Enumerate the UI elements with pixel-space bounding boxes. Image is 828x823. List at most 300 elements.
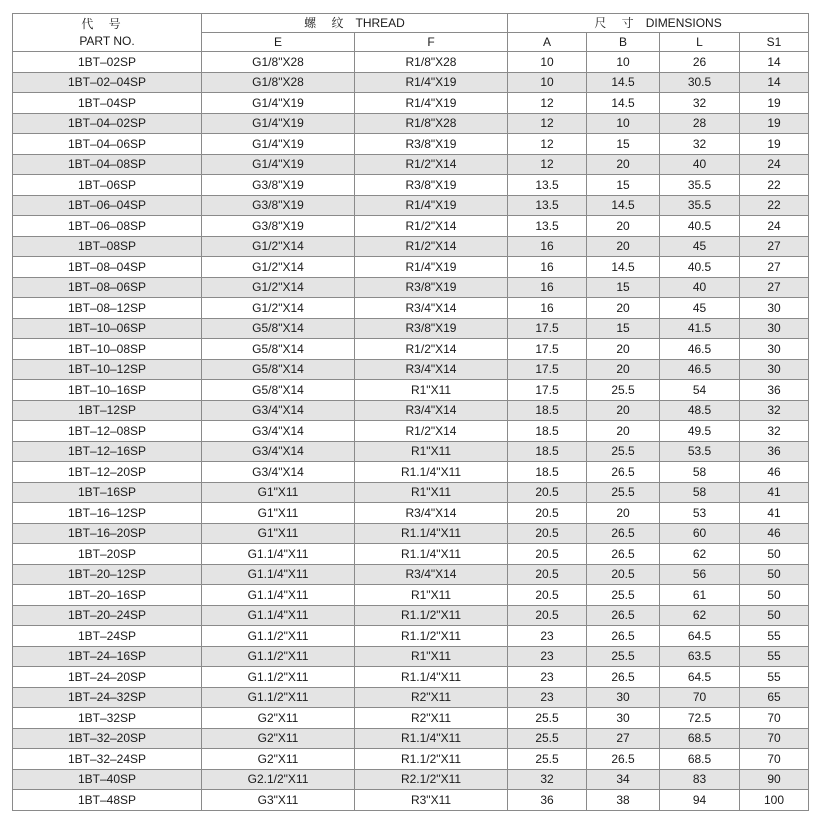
thread-f-cell: R1.1/2"X11 [355, 626, 508, 647]
part-no-cell: 1BT–06–04SP [13, 195, 202, 216]
dim-s1-cell: 90 [740, 769, 809, 790]
part-no-cell: 1BT–10–12SP [13, 359, 202, 380]
dimensions-header-en: DIMENSIONS [645, 16, 722, 30]
dim-b-cell: 14.5 [587, 257, 660, 278]
table-row [13, 462, 809, 483]
dim-a-cell: 12 [508, 154, 587, 175]
part-no-cell: 1BT–16–20SP [13, 523, 202, 544]
dim-l-cell: 45 [660, 298, 740, 319]
dim-a-cell: 20.5 [508, 503, 587, 524]
dim-b-cell: 10 [587, 52, 660, 73]
dim-l-cell: 64.5 [660, 667, 740, 688]
dimensions-table [12, 13, 809, 811]
dim-s1-cell: 19 [740, 113, 809, 134]
part-no-cell: 1BT–24–16SP [13, 646, 202, 667]
part-no-cell: 1BT–12–20SP [13, 462, 202, 483]
dim-a-cell: 13.5 [508, 216, 587, 237]
dim-s1-cell: 27 [740, 236, 809, 257]
col-header-l: L [660, 33, 740, 52]
dim-l-cell: 72.5 [660, 708, 740, 729]
dim-a-cell: 18.5 [508, 462, 587, 483]
thread-e-cell: G1.1/2"X11 [202, 626, 355, 647]
dim-a-cell: 23 [508, 687, 587, 708]
table-row [13, 175, 809, 196]
dim-a-cell: 23 [508, 646, 587, 667]
table-row [13, 790, 809, 811]
thread-f-cell: R1/4"X19 [355, 195, 508, 216]
thread-f-cell: R3/8"X19 [355, 134, 508, 155]
part-no-cell: 1BT–20SP [13, 544, 202, 565]
part-no-header [13, 14, 202, 52]
part-no-cell: 1BT–06–08SP [13, 216, 202, 237]
dim-s1-cell: 36 [740, 441, 809, 462]
table-row [13, 257, 809, 278]
thread-f-cell: R1/2"X14 [355, 154, 508, 175]
table-row [13, 749, 809, 770]
table-row [13, 523, 809, 544]
table-row [13, 441, 809, 462]
table-row [13, 134, 809, 155]
dim-b-cell: 26.5 [587, 667, 660, 688]
part-no-cell: 1BT–16–12SP [13, 503, 202, 524]
dim-l-cell: 61 [660, 585, 740, 606]
dim-l-cell: 83 [660, 769, 740, 790]
dim-a-cell: 25.5 [508, 749, 587, 770]
dim-a-cell: 23 [508, 626, 587, 647]
dim-a-cell: 18.5 [508, 421, 587, 442]
thread-header-cn: 螺 纹 [304, 16, 350, 30]
dim-a-cell: 16 [508, 236, 587, 257]
thread-f-cell: R1.1/2"X11 [355, 749, 508, 770]
col-header-b: B [587, 33, 660, 52]
thread-f-cell: R3/4"X14 [355, 359, 508, 380]
dim-a-cell: 20.5 [508, 585, 587, 606]
part-no-cell: 1BT–24SP [13, 626, 202, 647]
dim-a-cell: 17.5 [508, 339, 587, 360]
dim-s1-cell: 36 [740, 380, 809, 401]
part-no-cell: 1BT–12SP [13, 400, 202, 421]
dim-l-cell: 26 [660, 52, 740, 73]
dim-s1-cell: 27 [740, 277, 809, 298]
table-row [13, 277, 809, 298]
part-no-cell: 1BT–48SP [13, 790, 202, 811]
thread-f-cell: R3"X11 [355, 790, 508, 811]
dim-s1-cell: 32 [740, 421, 809, 442]
thread-f-cell: R1"X11 [355, 585, 508, 606]
dim-a-cell: 20.5 [508, 482, 587, 503]
dim-s1-cell: 19 [740, 134, 809, 155]
dim-s1-cell: 27 [740, 257, 809, 278]
thread-f-cell: R1/4"X19 [355, 93, 508, 114]
thread-f-cell: R1.1/4"X11 [355, 667, 508, 688]
part-no-cell: 1BT–04–02SP [13, 113, 202, 134]
part-no-cell: 1BT–32–24SP [13, 749, 202, 770]
dim-a-cell: 12 [508, 113, 587, 134]
dim-b-cell: 14.5 [587, 93, 660, 114]
dim-b-cell: 20.5 [587, 564, 660, 585]
dim-l-cell: 35.5 [660, 195, 740, 216]
table-row [13, 380, 809, 401]
dim-a-cell: 16 [508, 257, 587, 278]
thread-f-cell: R1/4"X19 [355, 257, 508, 278]
dim-l-cell: 48.5 [660, 400, 740, 421]
dim-a-cell: 18.5 [508, 441, 587, 462]
dim-s1-cell: 14 [740, 52, 809, 73]
dim-s1-cell: 30 [740, 359, 809, 380]
dim-s1-cell: 70 [740, 708, 809, 729]
dim-l-cell: 58 [660, 482, 740, 503]
dim-b-cell: 25.5 [587, 380, 660, 401]
dim-s1-cell: 55 [740, 646, 809, 667]
thread-e-cell: G3/4"X14 [202, 400, 355, 421]
thread-e-cell: G1/4"X19 [202, 154, 355, 175]
thread-f-cell: R1.1/4"X11 [355, 544, 508, 565]
dim-l-cell: 40 [660, 154, 740, 175]
dim-l-cell: 53.5 [660, 441, 740, 462]
part-no-cell: 1BT–02SP [13, 52, 202, 73]
dim-l-cell: 46.5 [660, 359, 740, 380]
part-no-header-cn: 代 号 [81, 16, 127, 31]
dim-a-cell: 17.5 [508, 318, 587, 339]
dim-s1-cell: 50 [740, 605, 809, 626]
thread-e-cell: G2.1/2"X11 [202, 769, 355, 790]
table-row [13, 605, 809, 626]
dim-s1-cell: 50 [740, 544, 809, 565]
dim-l-cell: 62 [660, 605, 740, 626]
table-row [13, 421, 809, 442]
table-row [13, 113, 809, 134]
dim-s1-cell: 100 [740, 790, 809, 811]
dim-l-cell: 40 [660, 277, 740, 298]
dim-b-cell: 15 [587, 318, 660, 339]
dim-l-cell: 64.5 [660, 626, 740, 647]
dim-b-cell: 26.5 [587, 544, 660, 565]
thread-f-cell: R3/8"X19 [355, 318, 508, 339]
part-no-cell: 1BT–24–20SP [13, 667, 202, 688]
table-row [13, 93, 809, 114]
thread-e-cell: G1/8"X28 [202, 52, 355, 73]
thread-e-cell: G1/4"X19 [202, 134, 355, 155]
thread-e-cell: G1"X11 [202, 503, 355, 524]
part-no-cell: 1BT–02–04SP [13, 72, 202, 93]
dim-b-cell: 14.5 [587, 72, 660, 93]
dim-a-cell: 17.5 [508, 359, 587, 380]
dim-a-cell: 16 [508, 277, 587, 298]
part-no-cell: 1BT–12–16SP [13, 441, 202, 462]
thread-f-cell: R3/8"X19 [355, 175, 508, 196]
table-row [13, 482, 809, 503]
thread-e-cell: G1.1/4"X11 [202, 564, 355, 585]
part-no-cell: 1BT–20–12SP [13, 564, 202, 585]
thread-e-cell: G3/4"X14 [202, 421, 355, 442]
dim-l-cell: 70 [660, 687, 740, 708]
table-row [13, 216, 809, 237]
thread-e-cell: G1.1/2"X11 [202, 687, 355, 708]
dim-s1-cell: 30 [740, 318, 809, 339]
thread-e-cell: G3/4"X14 [202, 462, 355, 483]
thread-e-cell: G2"X11 [202, 728, 355, 749]
dim-s1-cell: 24 [740, 154, 809, 175]
dim-s1-cell: 70 [740, 749, 809, 770]
dim-l-cell: 32 [660, 134, 740, 155]
dim-l-cell: 30.5 [660, 72, 740, 93]
dim-b-cell: 25.5 [587, 441, 660, 462]
thread-header [202, 14, 508, 33]
dim-b-cell: 20 [587, 236, 660, 257]
dim-l-cell: 28 [660, 113, 740, 134]
thread-f-cell: R1/2"X14 [355, 216, 508, 237]
dim-b-cell: 20 [587, 216, 660, 237]
table-row [13, 708, 809, 729]
dim-s1-cell: 50 [740, 585, 809, 606]
dim-b-cell: 20 [587, 421, 660, 442]
thread-f-cell: R1/4"X19 [355, 72, 508, 93]
dim-l-cell: 68.5 [660, 749, 740, 770]
dim-l-cell: 68.5 [660, 728, 740, 749]
part-no-cell: 1BT–06SP [13, 175, 202, 196]
part-no-cell: 1BT–08SP [13, 236, 202, 257]
dim-b-cell: 25.5 [587, 646, 660, 667]
thread-e-cell: G1.1/4"X11 [202, 585, 355, 606]
header-row-top [13, 14, 809, 33]
table-row [13, 728, 809, 749]
dim-b-cell: 20 [587, 154, 660, 175]
table-row [13, 687, 809, 708]
dim-b-cell: 20 [587, 359, 660, 380]
thread-f-cell: R3/4"X14 [355, 298, 508, 319]
part-no-cell: 1BT–04–08SP [13, 154, 202, 175]
dim-a-cell: 20.5 [508, 564, 587, 585]
thread-e-cell: G2"X11 [202, 749, 355, 770]
thread-e-cell: G1/2"X14 [202, 277, 355, 298]
part-no-cell: 1BT–20–24SP [13, 605, 202, 626]
table-row [13, 667, 809, 688]
dim-l-cell: 62 [660, 544, 740, 565]
part-no-cell: 1BT–32–20SP [13, 728, 202, 749]
dim-l-cell: 49.5 [660, 421, 740, 442]
table-row [13, 400, 809, 421]
dim-a-cell: 20.5 [508, 544, 587, 565]
thread-e-cell: G5/8"X14 [202, 359, 355, 380]
dim-s1-cell: 22 [740, 195, 809, 216]
thread-f-cell: R1"X11 [355, 646, 508, 667]
dim-s1-cell: 14 [740, 72, 809, 93]
thread-f-cell: R3/4"X14 [355, 400, 508, 421]
thread-f-cell: R3/4"X14 [355, 564, 508, 585]
dim-a-cell: 12 [508, 93, 587, 114]
table-row [13, 154, 809, 175]
dim-l-cell: 56 [660, 564, 740, 585]
part-no-header-en: PART NO. [79, 33, 135, 48]
dim-b-cell: 20 [587, 503, 660, 524]
thread-e-cell: G1/2"X14 [202, 298, 355, 319]
dim-a-cell: 10 [508, 52, 587, 73]
col-header-e: E [202, 33, 355, 52]
dim-l-cell: 45 [660, 236, 740, 257]
table-row [13, 236, 809, 257]
part-no-cell: 1BT–16SP [13, 482, 202, 503]
thread-e-cell: G3/4"X14 [202, 441, 355, 462]
dim-b-cell: 34 [587, 769, 660, 790]
thread-e-cell: G1/8"X28 [202, 72, 355, 93]
thread-e-cell: G1.1/4"X11 [202, 544, 355, 565]
part-no-cell: 1BT–08–04SP [13, 257, 202, 278]
dim-l-cell: 54 [660, 380, 740, 401]
dim-s1-cell: 41 [740, 482, 809, 503]
dim-s1-cell: 30 [740, 339, 809, 360]
thread-e-cell: G1.1/2"X11 [202, 646, 355, 667]
thread-f-cell: R1.1/4"X11 [355, 462, 508, 483]
thread-e-cell: G3"X11 [202, 790, 355, 811]
dim-b-cell: 20 [587, 298, 660, 319]
dim-s1-cell: 19 [740, 93, 809, 114]
dim-s1-cell: 30 [740, 298, 809, 319]
dim-a-cell: 18.5 [508, 400, 587, 421]
dim-b-cell: 38 [587, 790, 660, 811]
part-no-cell: 1BT–04SP [13, 93, 202, 114]
dim-a-cell: 20.5 [508, 523, 587, 544]
table-row [13, 318, 809, 339]
col-header-s1: S1 [740, 33, 809, 52]
dimensions-header-cn: 尺 寸 [594, 16, 640, 30]
part-no-cell: 1BT–20–16SP [13, 585, 202, 606]
table-row [13, 359, 809, 380]
table-row [13, 503, 809, 524]
table-row [13, 195, 809, 216]
thread-e-cell: G5/8"X14 [202, 339, 355, 360]
thread-e-cell: G5/8"X14 [202, 380, 355, 401]
part-no-cell: 1BT–10–06SP [13, 318, 202, 339]
dim-a-cell: 12 [508, 134, 587, 155]
table-row [13, 544, 809, 565]
dim-l-cell: 94 [660, 790, 740, 811]
thread-e-cell: G1.1/4"X11 [202, 605, 355, 626]
dim-a-cell: 36 [508, 790, 587, 811]
thread-f-cell: R1.1/2"X11 [355, 605, 508, 626]
dim-b-cell: 15 [587, 277, 660, 298]
dim-b-cell: 26.5 [587, 523, 660, 544]
dim-b-cell: 14.5 [587, 195, 660, 216]
dim-s1-cell: 46 [740, 462, 809, 483]
dim-b-cell: 15 [587, 175, 660, 196]
dim-s1-cell: 41 [740, 503, 809, 524]
part-no-cell: 1BT–32SP [13, 708, 202, 729]
part-no-cell: 1BT–08–06SP [13, 277, 202, 298]
dim-a-cell: 16 [508, 298, 587, 319]
thread-f-cell: R1.1/4"X11 [355, 728, 508, 749]
table-body [13, 52, 809, 811]
dim-b-cell: 26.5 [587, 462, 660, 483]
thread-e-cell: G5/8"X14 [202, 318, 355, 339]
thread-f-cell: R3/8"X19 [355, 277, 508, 298]
table-row [13, 72, 809, 93]
thread-f-cell: R1/2"X14 [355, 339, 508, 360]
thread-e-cell: G1.1/2"X11 [202, 667, 355, 688]
dim-s1-cell: 32 [740, 400, 809, 421]
table-row [13, 585, 809, 606]
thread-e-cell: G1/2"X14 [202, 236, 355, 257]
table-row [13, 298, 809, 319]
dim-b-cell: 26.5 [587, 749, 660, 770]
col-header-f: F [355, 33, 508, 52]
thread-f-cell: R2"X11 [355, 687, 508, 708]
dim-s1-cell: 55 [740, 667, 809, 688]
dimensions-header [508, 14, 809, 33]
dim-a-cell: 25.5 [508, 728, 587, 749]
thread-f-cell: R1.1/4"X11 [355, 523, 508, 544]
thread-f-cell: R1/8"X28 [355, 52, 508, 73]
dim-b-cell: 26.5 [587, 626, 660, 647]
thread-f-cell: R1/2"X14 [355, 421, 508, 442]
part-no-cell: 1BT–40SP [13, 769, 202, 790]
part-no-cell: 1BT–08–12SP [13, 298, 202, 319]
dim-a-cell: 13.5 [508, 195, 587, 216]
dim-b-cell: 27 [587, 728, 660, 749]
table-row [13, 769, 809, 790]
thread-e-cell: G3/8"X19 [202, 175, 355, 196]
dim-s1-cell: 70 [740, 728, 809, 749]
thread-e-cell: G1"X11 [202, 482, 355, 503]
dim-b-cell: 30 [587, 708, 660, 729]
thread-e-cell: G1/4"X19 [202, 93, 355, 114]
thread-f-cell: R1"X11 [355, 380, 508, 401]
dim-a-cell: 25.5 [508, 708, 587, 729]
thread-e-cell: G1/2"X14 [202, 257, 355, 278]
dim-l-cell: 46.5 [660, 339, 740, 360]
table-header [13, 14, 809, 52]
table-row [13, 646, 809, 667]
table-row [13, 339, 809, 360]
thread-f-cell: R1"X11 [355, 441, 508, 462]
dim-b-cell: 20 [587, 339, 660, 360]
dim-b-cell: 26.5 [587, 605, 660, 626]
thread-f-cell: R2"X11 [355, 708, 508, 729]
dim-l-cell: 60 [660, 523, 740, 544]
thread-e-cell: G1/4"X19 [202, 113, 355, 134]
thread-e-cell: G1"X11 [202, 523, 355, 544]
dim-s1-cell: 46 [740, 523, 809, 544]
dim-l-cell: 40.5 [660, 257, 740, 278]
dim-s1-cell: 50 [740, 564, 809, 585]
dim-b-cell: 10 [587, 113, 660, 134]
thread-e-cell: G2"X11 [202, 708, 355, 729]
dim-l-cell: 58 [660, 462, 740, 483]
part-no-cell: 1BT–10–08SP [13, 339, 202, 360]
thread-e-cell: G3/8"X19 [202, 195, 355, 216]
dim-l-cell: 35.5 [660, 175, 740, 196]
thread-e-cell: G3/8"X19 [202, 216, 355, 237]
dim-l-cell: 40.5 [660, 216, 740, 237]
dim-b-cell: 20 [587, 400, 660, 421]
table-row [13, 52, 809, 73]
dim-a-cell: 17.5 [508, 380, 587, 401]
thread-f-cell: R1/2"X14 [355, 236, 508, 257]
dim-l-cell: 41.5 [660, 318, 740, 339]
part-no-cell: 1BT–10–16SP [13, 380, 202, 401]
col-header-a: A [508, 33, 587, 52]
dim-a-cell: 23 [508, 667, 587, 688]
dim-b-cell: 15 [587, 134, 660, 155]
thread-f-cell: R1"X11 [355, 482, 508, 503]
dim-l-cell: 32 [660, 93, 740, 114]
part-no-cell: 1BT–12–08SP [13, 421, 202, 442]
dim-s1-cell: 55 [740, 626, 809, 647]
table-row [13, 564, 809, 585]
thread-f-cell: R1/8"X28 [355, 113, 508, 134]
dim-l-cell: 63.5 [660, 646, 740, 667]
dim-b-cell: 25.5 [587, 482, 660, 503]
dim-a-cell: 20.5 [508, 605, 587, 626]
